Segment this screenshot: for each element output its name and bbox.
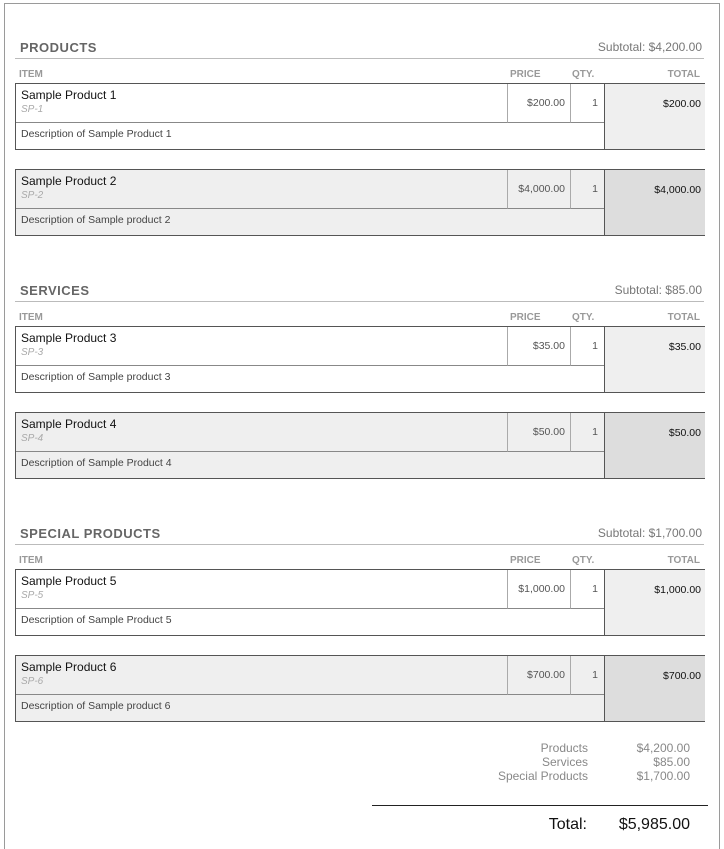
line-item[interactable] bbox=[15, 412, 704, 479]
item-main bbox=[16, 413, 507, 452]
col-item: ITEM bbox=[19, 555, 43, 566]
section-subtotal: Subtotal: $85.00 bbox=[614, 283, 702, 297]
item-main bbox=[16, 570, 507, 609]
section-subtotal: Subtotal: $1,700.00 bbox=[597, 526, 702, 540]
section-special-products bbox=[15, 523, 704, 722]
line-item[interactable] bbox=[15, 655, 704, 722]
grand-total-label: Total: bbox=[548, 816, 587, 833]
item-qty: 1 bbox=[570, 327, 604, 366]
item-sku: SP-6 bbox=[21, 676, 44, 687]
section-title: PRODUCTS bbox=[20, 40, 97, 55]
section-title: SERVICES bbox=[20, 283, 90, 298]
item-name: Sample Product 2 bbox=[21, 174, 117, 188]
item-name: Sample Product 3 bbox=[21, 331, 117, 345]
item-name: Sample Product 4 bbox=[21, 417, 117, 431]
item-name: Sample Product 6 bbox=[21, 660, 117, 674]
section-header bbox=[15, 280, 704, 302]
item-name: Sample Product 1 bbox=[21, 88, 117, 102]
item-sku: SP-2 bbox=[21, 190, 44, 201]
item-sku: SP-4 bbox=[21, 433, 44, 444]
item-price: $35.00 bbox=[507, 327, 570, 366]
column-headers bbox=[15, 308, 704, 326]
item-main bbox=[16, 327, 507, 366]
col-total: TOTAL bbox=[667, 69, 700, 80]
item-price: $200.00 bbox=[507, 84, 570, 123]
col-qty: QTY. bbox=[572, 69, 595, 80]
line-item[interactable] bbox=[15, 569, 704, 636]
column-headers bbox=[15, 65, 704, 83]
summary-value: $85.00 bbox=[653, 755, 690, 769]
line-item[interactable] bbox=[15, 169, 704, 236]
summary-label: Special Products bbox=[497, 769, 588, 783]
col-item: ITEM bbox=[19, 312, 43, 323]
item-main bbox=[16, 656, 507, 695]
col-price: PRICE bbox=[510, 555, 541, 566]
summary-row bbox=[372, 741, 708, 755]
item-sku: SP-3 bbox=[21, 347, 44, 358]
col-price: PRICE bbox=[510, 69, 541, 80]
line-item[interactable] bbox=[15, 326, 704, 393]
item-qty: 1 bbox=[570, 570, 604, 609]
section-services bbox=[15, 280, 704, 479]
item-qty: 1 bbox=[570, 413, 604, 452]
summary-block bbox=[372, 741, 708, 783]
summary-row bbox=[372, 769, 708, 783]
total-divider bbox=[372, 805, 708, 806]
section-title: SPECIAL PRODUCTS bbox=[20, 526, 161, 541]
item-total: $1,000.00 bbox=[604, 569, 705, 636]
item-sku: SP-1 bbox=[21, 104, 44, 115]
item-main bbox=[16, 84, 507, 123]
item-name: Sample Product 5 bbox=[21, 574, 117, 588]
column-headers bbox=[15, 551, 704, 569]
section-subtotal: Subtotal: $4,200.00 bbox=[597, 40, 702, 54]
summary-value: $4,200.00 bbox=[636, 741, 690, 755]
item-description: Description of Sample Product 1 bbox=[21, 128, 172, 140]
summary-label: Services bbox=[541, 755, 588, 769]
item-qty: 1 bbox=[570, 84, 604, 123]
item-total: $35.00 bbox=[604, 326, 705, 393]
item-total: $200.00 bbox=[604, 83, 705, 150]
section-header bbox=[15, 37, 704, 59]
grand-total bbox=[372, 815, 708, 837]
item-main bbox=[16, 170, 507, 209]
col-qty: QTY. bbox=[572, 312, 595, 323]
grand-total-value: $5,985.00 bbox=[618, 816, 690, 833]
item-qty: 1 bbox=[570, 656, 604, 695]
item-description: Description of Sample product 2 bbox=[21, 214, 171, 226]
col-total: TOTAL bbox=[667, 312, 700, 323]
item-price: $50.00 bbox=[507, 413, 570, 452]
item-description: Description of Sample Product 4 bbox=[21, 457, 172, 469]
item-price: $700.00 bbox=[507, 656, 570, 695]
item-total: $4,000.00 bbox=[604, 169, 705, 236]
item-description: Description of Sample product 3 bbox=[21, 371, 171, 383]
col-price: PRICE bbox=[510, 312, 541, 323]
item-total: $50.00 bbox=[604, 412, 705, 479]
section-header bbox=[15, 523, 704, 545]
line-item[interactable] bbox=[15, 83, 704, 150]
summary-row bbox=[372, 755, 708, 769]
item-total: $700.00 bbox=[604, 655, 705, 722]
item-description: Description of Sample Product 5 bbox=[21, 614, 172, 626]
item-description: Description of Sample product 6 bbox=[21, 700, 171, 712]
col-item: ITEM bbox=[19, 69, 43, 80]
summary-label: Products bbox=[540, 741, 588, 755]
item-price: $4,000.00 bbox=[507, 170, 570, 209]
item-qty: 1 bbox=[570, 170, 604, 209]
summary-value: $1,700.00 bbox=[636, 769, 690, 783]
col-total: TOTAL bbox=[667, 555, 700, 566]
section-products bbox=[15, 37, 704, 236]
col-qty: QTY. bbox=[572, 555, 595, 566]
item-price: $1,000.00 bbox=[507, 570, 570, 609]
item-sku: SP-5 bbox=[21, 590, 44, 601]
